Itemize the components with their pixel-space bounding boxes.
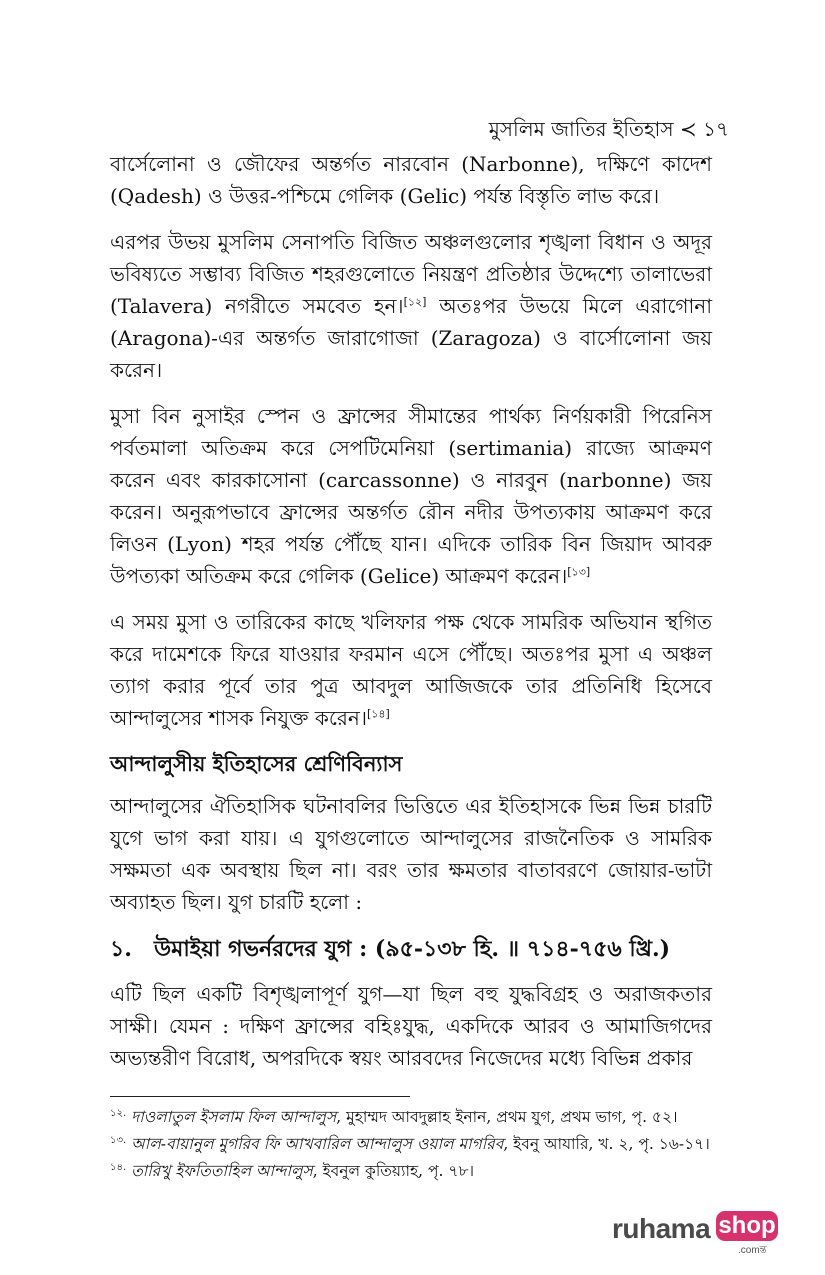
- footnote-source-title: দাওলাতুল ইসলাম ফিল আন্দালুস: [131, 1108, 337, 1126]
- footnote-number: ১৪.: [110, 1161, 127, 1173]
- footnotes: [110, 1104, 712, 1185]
- footnote-ref-12[interactable]: [১২]: [403, 295, 427, 309]
- footnote-source-details: , ইবনু আযারি, খ. ২, পৃ. ১৬-১৭।: [503, 1135, 710, 1153]
- paragraph-1: [110, 148, 712, 212]
- logo-domain: .comন্ত: [738, 1245, 767, 1256]
- footnote-number: ১২.: [110, 1107, 127, 1119]
- logo-word: ruhama: [612, 1213, 711, 1244]
- footnote-source-details: , মুহাম্মদ আবদুল্লাহ ইনান, প্রথম যুগ, প্রথম ভাগ, পৃ. ৫২।: [336, 1108, 678, 1126]
- running-header: [380, 116, 729, 142]
- footnote-13: [110, 1131, 712, 1158]
- paragraph-1-text: বার্সেলোনা ও জৌফের অন্তর্গত নারবোন (Narbonne), দক্ষিণে কাদেশ (Qadesh) ও উত্তর-পশ্চিমে গেলিক (Gelic) পর্যন্ত বিস্তৃতি লাভ করে।: [110, 152, 712, 208]
- footnote-12: [110, 1104, 712, 1131]
- paragraph-6-text: এটি ছিল একটি বিশৃঙ্খলাপূর্ণ যুগ—যা ছিল বহু যুদ্ধবিগ্রহ ও অরাজকতার সাক্ষী। যেমন : দক্ষিণ ফ্রান্সের বহিঃযুদ্ধ, একদিকে আরব ও আমাজিগদের অভ্যন্তরীণ বিরোধ, অপরদিকে স্বয়ং আরবদের নিজেদের মধ্যে বিভিন্ন প্রকার: [110, 982, 712, 1070]
- page-body: [110, 148, 712, 1088]
- era-number: ১.: [110, 936, 132, 962]
- paragraph-2: [110, 226, 712, 386]
- paragraph-5-text: আন্দালুসের ঐতিহাসিক ঘটনাবলির ভিত্তিতে এর ইতিহাসকে ভিন্ন ভিন্ন চারটি যুগে ভাগ করা যায়। এ যুগগুলোতে আন্দালুসের রাজনৈতিক ও সামরিক সক্ষমতা এক অবস্থায় ছিল না। বরং তার ক্ষমতার বাতাবরণে জোয়ার-ভাটা অব্যাহত ছিল। যুগ চারটি হলো :: [110, 794, 712, 914]
- paragraph-4: [110, 606, 712, 734]
- paragraph-4-text: এ সময় মুসা ও তারিকের কাছে খলিফার পক্ষ থেকে সামরিক অভিযান স্থগিত করে দামেশকে ফিরে যাওয়ার ফরমান এসে পৌঁছে। অতঃপর মুসা এ অঞ্চল ত্যাগ করার পূর্বে তার পুত্র আবদুল আজিজকে তার প্রতিনিধি হিসেবে আন্দালুসের শাসক নিযুক্ত করেন।: [110, 610, 713, 730]
- paragraph-5: [110, 790, 712, 918]
- footnote-14: [110, 1158, 712, 1185]
- footnote-ref-13[interactable]: [১৩]: [567, 565, 591, 579]
- paragraph-3-text: মুসা বিন নুসাইর স্পেন ও ফ্রান্সের সীমান্তের পার্থক্য নির্ণয়কারী পিরেনিস পর্বতমালা অতিক্রম করে সেপটিমেনিয়া (sertimania) রাজ্যে আক্রমণ করেন এবং কারকাসোনা (carcassonne) ও নারবুন (narbonne) জয় করেন। অনুরূপভাবে ফ্রান্সের অন্তর্গত রৌন নদীর উপত্যকায় আক্রমণ করে লিওন (Lyon) শহর পর্যন্ত পৌঁছে যান। এদিকে তারিক বিন জিয়াদ আবরু উপত্যকা অতিক্রম করে গেলিক (Gelice) আক্রমণ করেন।: [110, 404, 712, 588]
- section-heading: আন্দালুসীয় ইতিহাসের শ্রেণিবিন্যাস: [110, 751, 403, 776]
- paragraph-2-text-cont: অতঃপর উভয়ে মিলে এরাগোনা (Aragona)-এর অন্তর্গত জারাগোজা (Zaragoza) ও বার্সোলোনা জয় করেন।: [110, 294, 712, 382]
- era-heading: [110, 932, 712, 966]
- paragraph-3: [110, 400, 712, 592]
- paragraph-6: [110, 978, 712, 1074]
- footnote-source-details: , ইবনুল কুতিয়্যাহ, পৃ. ৭৮।: [312, 1162, 475, 1180]
- footnote-ref-14[interactable]: [১৪]: [366, 707, 390, 721]
- logo-shop-badge: shop: [716, 1211, 778, 1241]
- paragraph-2-text: এরপর উভয় মুসলিম সেনাপতি বিজিত অঞ্চলগুলোর শৃঙ্খলা বিধান ও অদূর ভবিষ্যতে সম্ভাব্য বিজিত শহরগুলোতে নিয়ন্ত্রণ প্রতিষ্ঠার উদ্দেশ্যে তালাভেরা (Talavera) নগরীতে সমবেত হন।: [110, 230, 712, 318]
- running-title: মুসলিম জাতির ইতিহাস ≺ ১৭: [488, 117, 729, 141]
- era-title: উমাইয়া গভর্নরদের যুগ : (৯৫-১৩৮ হি. ॥ ৭১৪-৭৫৬ খ্রি.): [154, 936, 671, 962]
- footnote-source-title: আল-বায়ানুল মুগরিব ফি আখবারিল আন্দালুস ওয়াল মাগরিব: [131, 1135, 504, 1153]
- ruhamashop-logo: [612, 1211, 782, 1255]
- footnote-number: ১৩.: [110, 1134, 127, 1146]
- footnote-divider: [110, 1096, 410, 1097]
- footnote-source-title: তারিখু ইফতিতাহিল আন্দালুস: [131, 1162, 313, 1180]
